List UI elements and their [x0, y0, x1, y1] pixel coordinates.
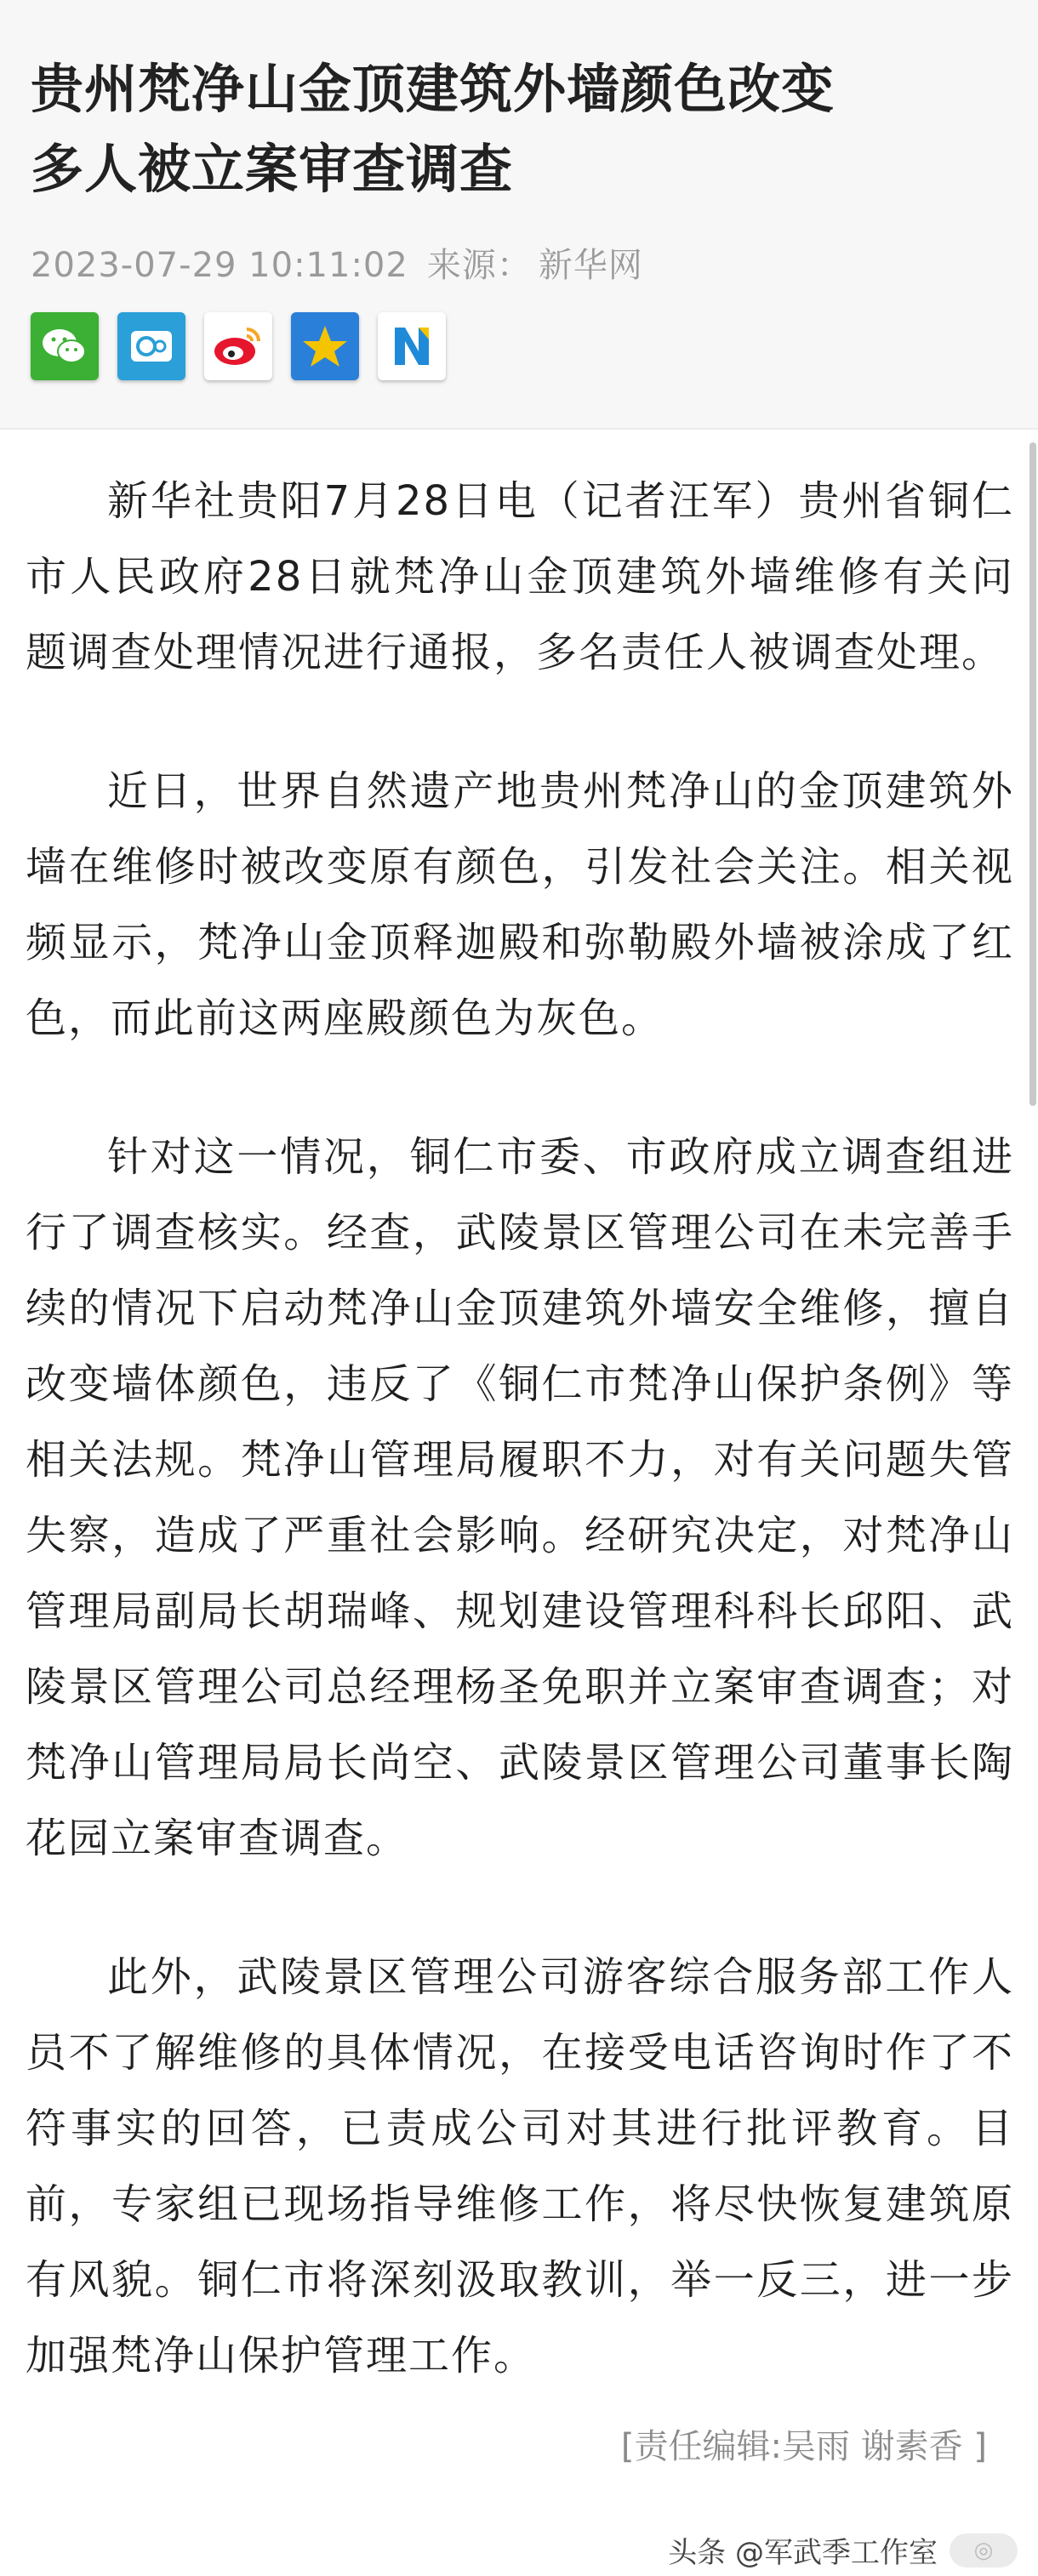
people-network-icon — [126, 324, 177, 368]
wechat-share-button[interactable] — [31, 312, 99, 380]
source-label: 来源： — [426, 246, 532, 285]
weibo-share-button[interactable] — [204, 312, 272, 380]
paragraph-2: 近日，世界自然遗产地贵州梵净山的金顶建筑外墙在维修时被改变原有颜色，引发社会关注。相关视频显示，梵净山金顶释迦殿和弥勒殿外墙被涂成了红色，而此前这两座殿颜色为灰色。 — [26, 767, 1014, 1042]
watermark — [668, 2529, 1018, 2571]
news-share-button[interactable] — [378, 312, 446, 380]
scrollbar[interactable] — [1029, 442, 1036, 1106]
paragraph-3: 针对这一情况，铜仁市委、市政府成立调查组进行了调查核实。经查，武陵景区管理公司在未完善手续的情况下启动梵净山金顶建筑外墙安全维修，擅自改变墙体颜色，违反了《铜仁市梵净山保护条例》等相关法规。梵净山管理局履职不力，对有关问题失管失察，造成了严重社会影响。经研究决定，对梵净山管理局副局长胡瑞峰、规划建设管理科科长邱阳、武陵景区管理公司总经理杨圣免职并立案审查调查；对梵净山管理局局长尚空、武陵景区管理公司董事长陶花园立案审查调查。 — [26, 1133, 1014, 1862]
qzone-share-button[interactable] — [291, 312, 359, 380]
watermark-seal-icon: ◎ — [950, 2533, 1018, 2567]
n-logo-icon — [386, 322, 437, 370]
share-bar — [31, 312, 1007, 380]
weibo-icon — [211, 322, 265, 370]
watermark-text: 头条 @军武季工作室 — [668, 2536, 938, 2570]
article-meta — [31, 238, 1007, 287]
publish-datetime: 2023-07-29 10:11:02 — [31, 246, 408, 285]
responsible-editor: [责任编辑:吴雨 谢素香 ] — [620, 2427, 987, 2466]
article-title — [31, 49, 1007, 209]
star-icon — [299, 322, 351, 370]
article-header — [0, 0, 1038, 430]
wechat-icon — [39, 324, 90, 368]
source-name: 新华网 — [538, 246, 643, 285]
people-share-button[interactable] — [117, 312, 185, 380]
paragraph-1: 新华社贵阳7月28日电（记者汪军）贵州省铜仁市人民政府28日就梵净山金顶建筑外墙维修有关问题调查处理情况进行通报，多名责任人被调查处理。 — [26, 477, 1014, 676]
article-body — [0, 430, 1038, 2468]
title-line-2: 多人被立案审查调查 — [31, 138, 514, 200]
title-line-1: 贵州梵净山金顶建筑外墙颜色改变 — [31, 58, 836, 120]
paragraph-4: 此外，武陵景区管理公司游客综合服务部工作人员不了解维修的具体情况，在接受电话咨询时作了不符事实的回答，已责成公司对其进行批评教育。目前，专家组已现场指导维修工作，将尽快恢复建筑原有风貌。铜仁市将深刻汲取教训，举一反三，进一步加强梵净山保护管理工作。 — [26, 1953, 1014, 2379]
